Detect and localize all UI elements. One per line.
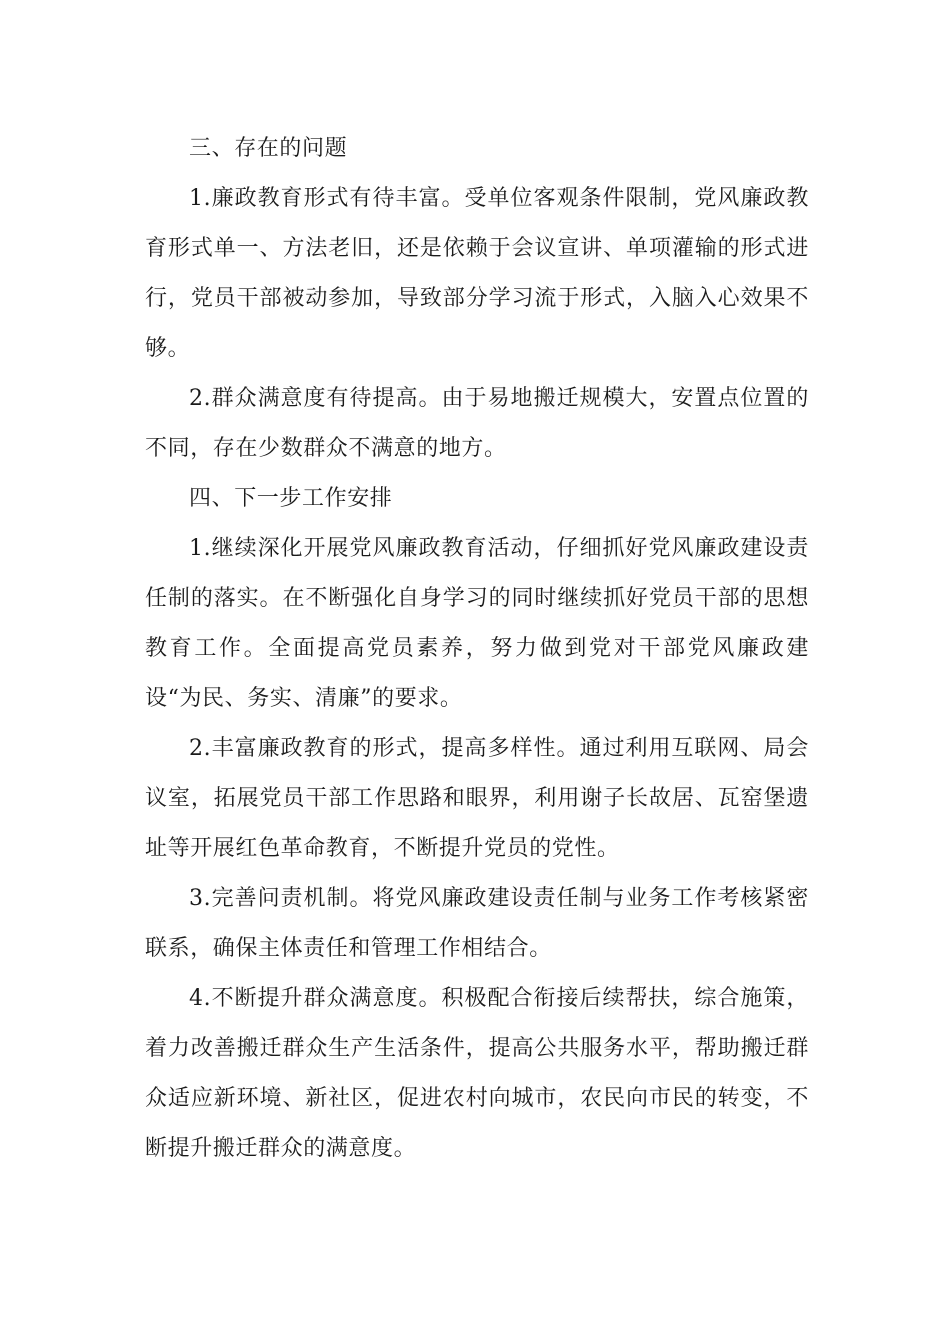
problem-item-1: 1.廉政教育形式有待丰富。受单位客观条件限制，党风廉政教育形式单一、方法老旧，还是依赖于会议宣讲、单项灌输的形式进行，党员干部被动参加，导致部分学习流于形式，入脑入心效果不够。 <box>145 186 809 361</box>
problem-item-2: 2.群众满意度有待提高。由于易地搬迁规模大，安置点位置的不同，存在少数群众不满意的地方。 <box>145 386 809 461</box>
section-heading-next-steps: 四、下一步工作安排 <box>189 486 393 511</box>
document-body <box>145 124 809 1174</box>
next-step-item-1: 1.继续深化开展党风廉政教育活动，仔细抓好党风廉政建设责任制的落实。在不断强化自身学习的同时继续抓好党员干部的思想教育工作。全面提高党员素养，努力做到党对干部党风廉政建设“为民、务实、清廉”的要求。 <box>145 536 809 711</box>
section-heading-problems: 三、存在的问题 <box>189 136 348 161</box>
next-step-item-4: 4.不断提升群众满意度。积极配合衔接后续帮扶，综合施策，着力改善搬迁群众生产生活条件，提高公共服务水平，帮助搬迁群众适应新环境、新社区，促进农村向城市，农民向市民的转变，不断提升搬迁群众的满意度。 <box>145 986 809 1161</box>
next-step-item-2: 2.丰富廉政教育的形式，提高多样性。通过利用互联网、局会议室，拓展党员干部工作思路和眼界，利用谢子长故居、瓦窑堡遗址等开展红色革命教育，不断提升党员的党性。 <box>145 736 809 861</box>
next-step-item-3: 3.完善问责机制。将党风廉政建设责任制与业务工作考核紧密联系，确保主体责任和管理工作相结合。 <box>145 886 809 961</box>
